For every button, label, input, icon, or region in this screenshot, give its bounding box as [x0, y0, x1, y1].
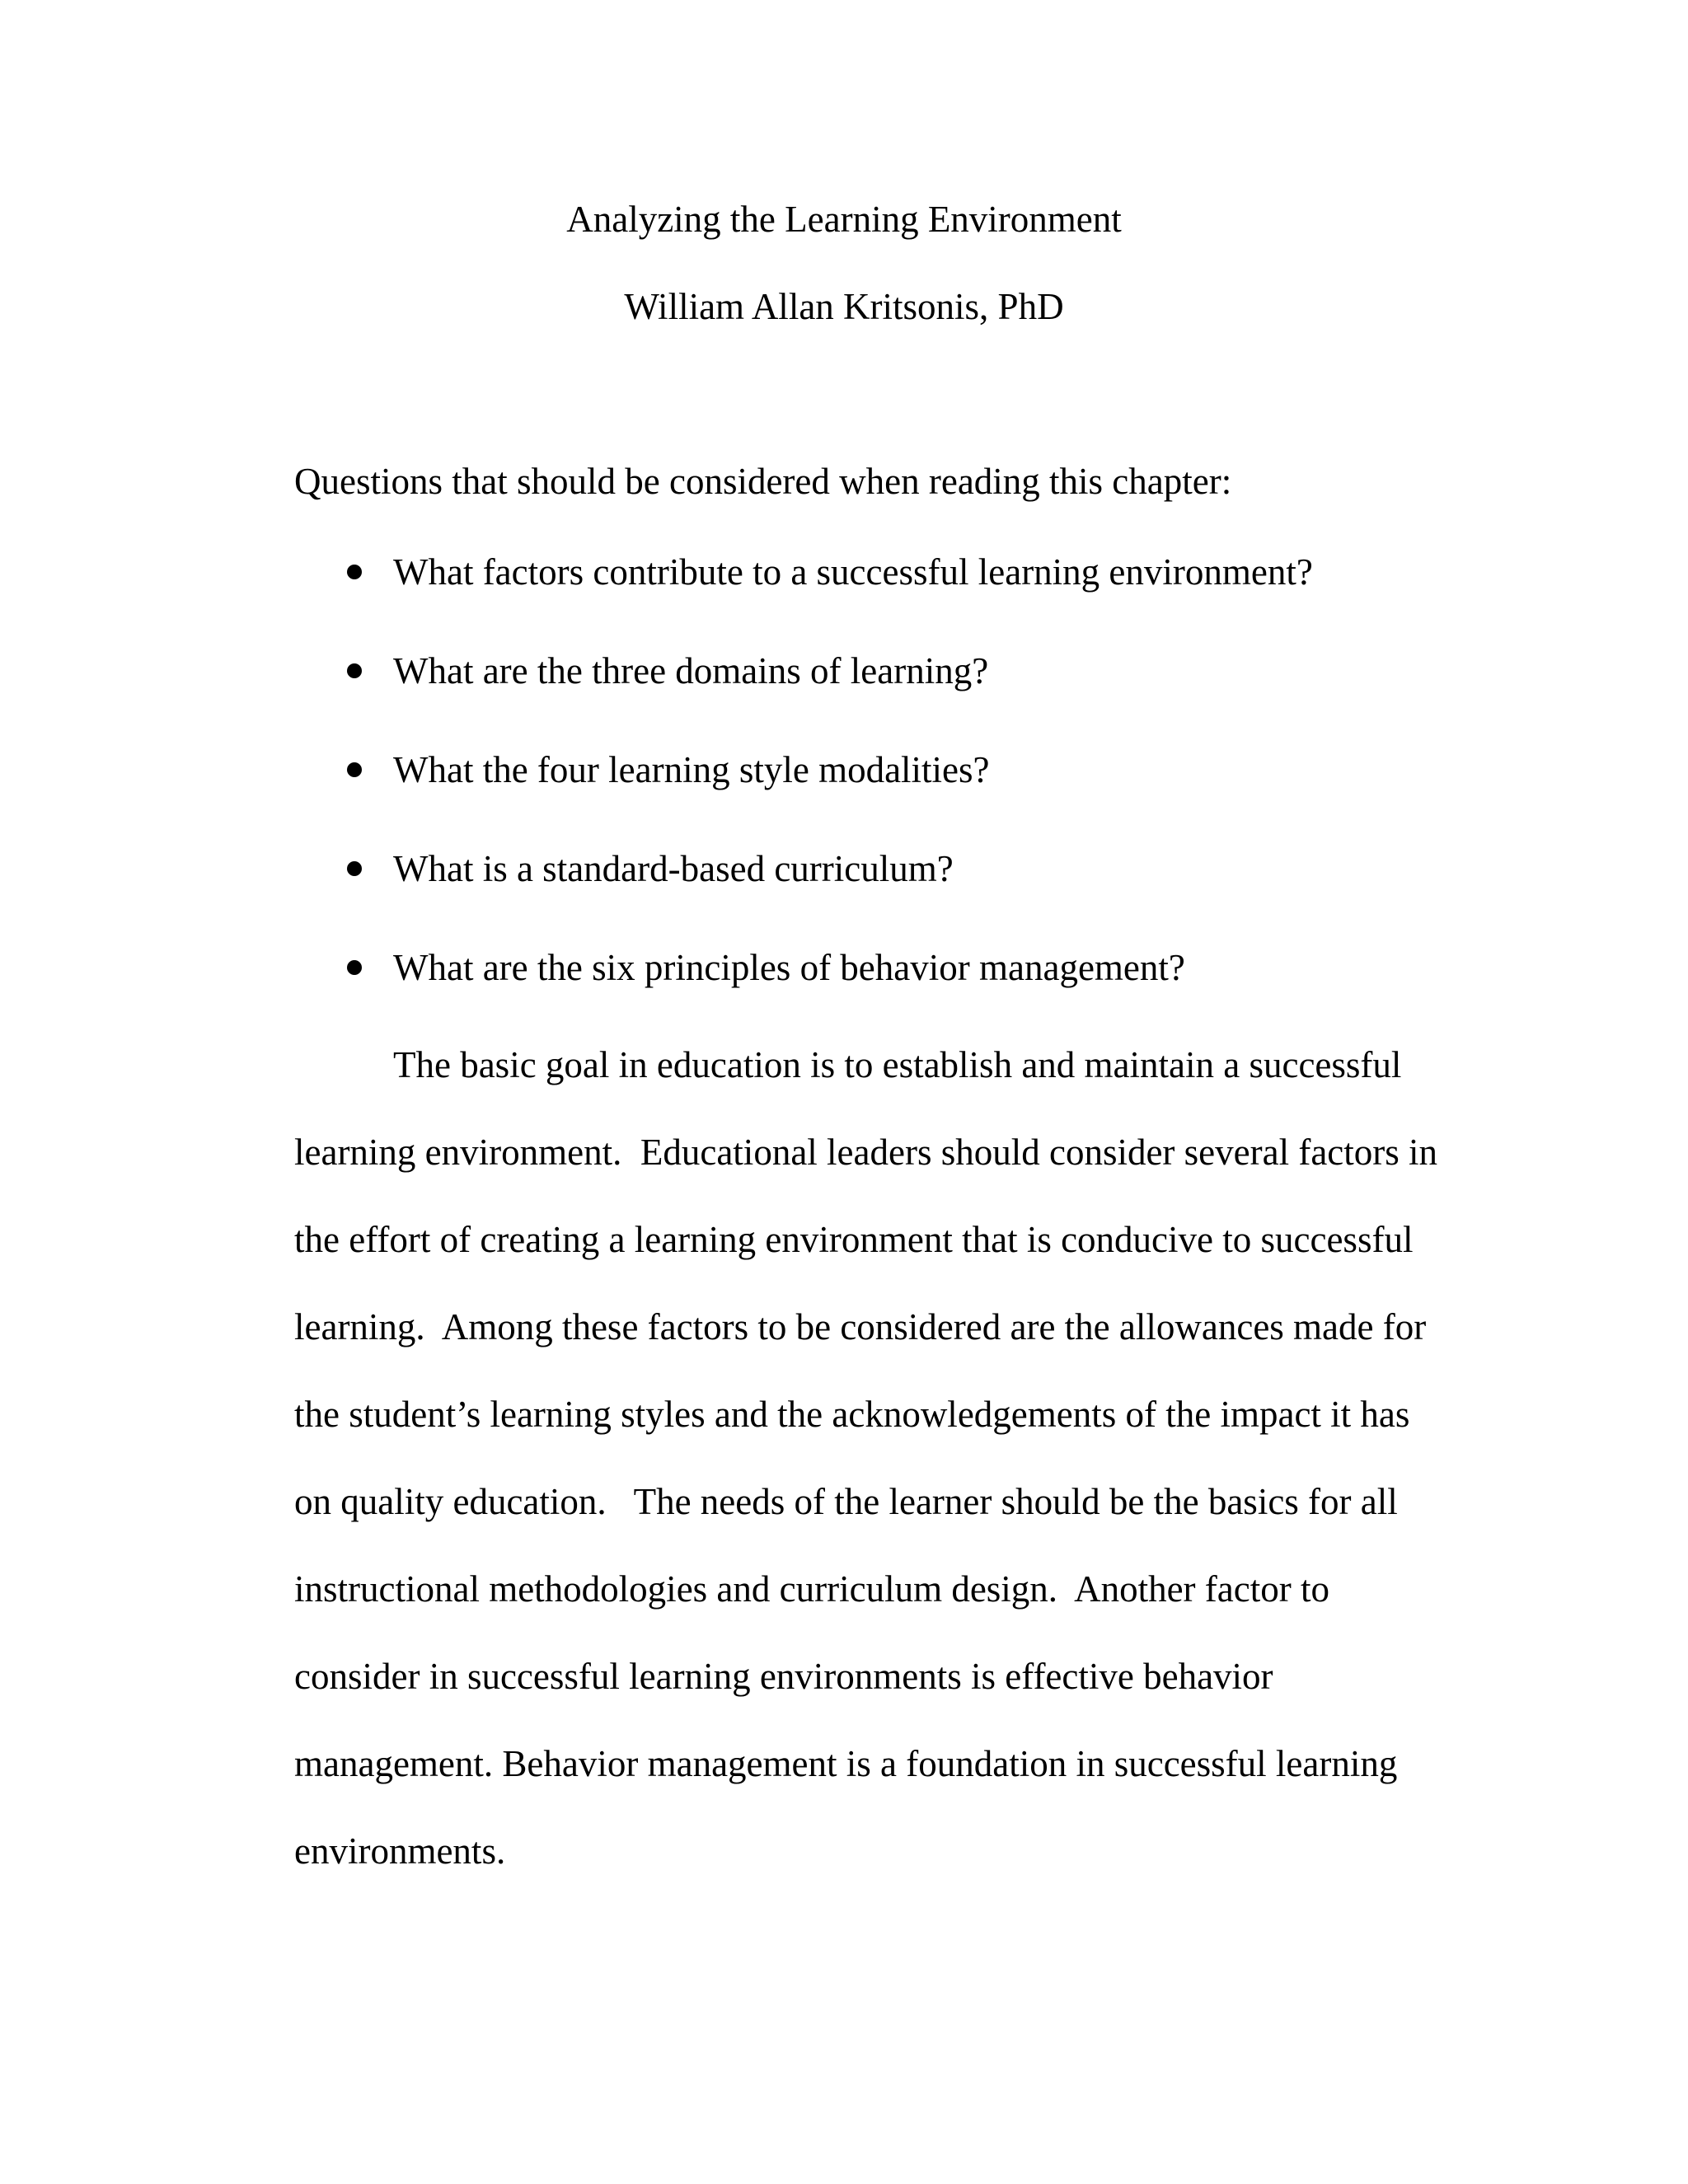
question-text: What are the three domains of learning?: [393, 650, 989, 691]
paragraph-line: the student’s learning styles and the acknowledgements of the impact it has: [294, 1394, 1410, 1435]
question-item: [0, 844, 1688, 893]
paragraph-line: the effort of creating a learning environment that is conducive to successful: [294, 1219, 1414, 1260]
paragraph-line: The basic goal in education is to establish and maintain a successful: [393, 1044, 1402, 1085]
question-text: What factors contribute to a successful learning environment?: [393, 551, 1313, 593]
bullet-dot-icon: [347, 762, 362, 777]
document-title: Analyzing the Learning Environment: [566, 199, 1122, 240]
question-text: What are the six principles of behavior management?: [393, 947, 1185, 988]
question-item: [0, 943, 1688, 992]
document-author: William Allan Kritsonis, PhD: [624, 286, 1064, 327]
bullet-dot-icon: [347, 960, 362, 975]
question-item: [0, 745, 1688, 794]
question-text: What is a standard-based curriculum?: [393, 848, 954, 889]
paragraph-line: environments.: [294, 1830, 506, 1872]
paragraph-line: instructional methodologies and curriculum design. Another factor to: [294, 1568, 1329, 1610]
bullet-dot-icon: [347, 861, 362, 876]
question-text: What the four learning style modalities?: [393, 749, 990, 790]
paragraph-line: on quality education. The needs of the learner should be the basics for all: [294, 1481, 1398, 1522]
questions-prompt: Questions that should be considered when reading this chapter:: [294, 461, 1232, 502]
bullet-dot-icon: [347, 565, 362, 579]
bullet-dot-icon: [347, 663, 362, 678]
paragraph-line: management. Behavior management is a foundation in successful learning: [294, 1743, 1398, 1784]
question-item: [0, 646, 1688, 696]
paragraph-line: consider in successful learning environments is effective behavior: [294, 1656, 1273, 1697]
question-item: [0, 547, 1688, 597]
paragraph-line: learning environment. Educational leaders should consider several factors in: [294, 1132, 1438, 1173]
paragraph-line: learning. Among these factors to be considered are the allowances made for: [294, 1306, 1427, 1347]
